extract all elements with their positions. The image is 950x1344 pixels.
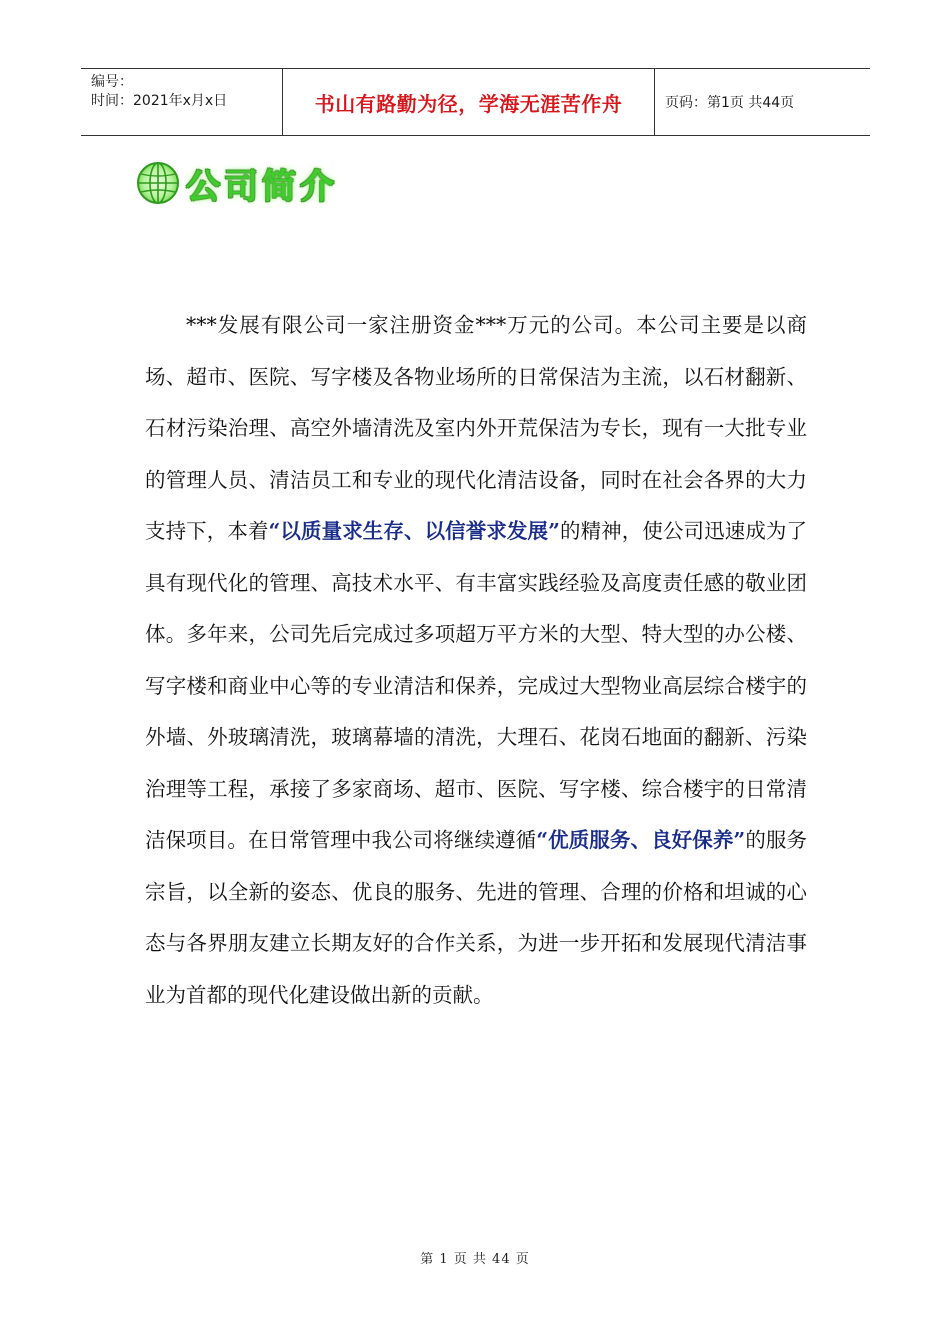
header-page-info: 页码：第1页 共44页 <box>665 95 795 111</box>
intro-text-part3: 的服务宗旨，以全新的姿态、优良的服务、先进的管理、合理的价格和坦诚的心态与各界朋友建立长期友好的合作关系，为进一步开拓和发展现代清洁事业为首都的现代化建设做出新的贡献。 <box>145 828 808 1007</box>
section-title: 公司简介 <box>186 166 338 207</box>
intro-text-part2: 的精神，使公司迅速成为了具有现代化的管理、高技术水平、有丰富实践经验及高度责任感的敬业团体。多年来，公司先后完成过多项超万平方米的大型、特大型的办公楼、写字楼和商业中心等的专业清洁和保养，完成过大型物业高层综合楼宇的外墙、外玻璃清洗，玻璃幕墙的清洗，大理石、花岗石地面的翻新、污染治理等工程，承接了多家商场、超市、医院、写字楼、综合楼宇的日常清洁保项目。在日常管理中我公司将继续遵循 <box>145 519 807 852</box>
company-intro-paragraph <box>145 300 807 1021</box>
page-footer: 第 1 页 共 44 页 <box>420 1252 530 1267</box>
intro-highlight-motto2: “优质服务、良好保养” <box>536 828 746 852</box>
header-motto: 书山有路勤为径，学海无涯苦作舟 <box>283 69 655 135</box>
header-meta <box>81 69 283 135</box>
document-number-label: 编号： <box>91 74 133 90</box>
page-header <box>81 68 870 136</box>
document-date: 时间：2021年x月x日 <box>91 93 228 109</box>
section-title-banner <box>136 160 338 206</box>
globe-icon <box>136 161 180 205</box>
intro-text-part1: ***发展有限公司一家注册资金***万元的公司。本公司主要是以商场、超市、医院、写字楼及各物业场所的日常保洁为主流，以石材翻新、石材污染治理、高空外墙清洗及室内外开荒保洁为专长，现有一大批专业的管理人员、清洁员工和专业的现代化清洁设备，同时在社会各界的大力支持下，本着 <box>145 313 807 543</box>
intro-highlight-motto1: “以质量求生存、以信誉求发展” <box>268 519 560 543</box>
